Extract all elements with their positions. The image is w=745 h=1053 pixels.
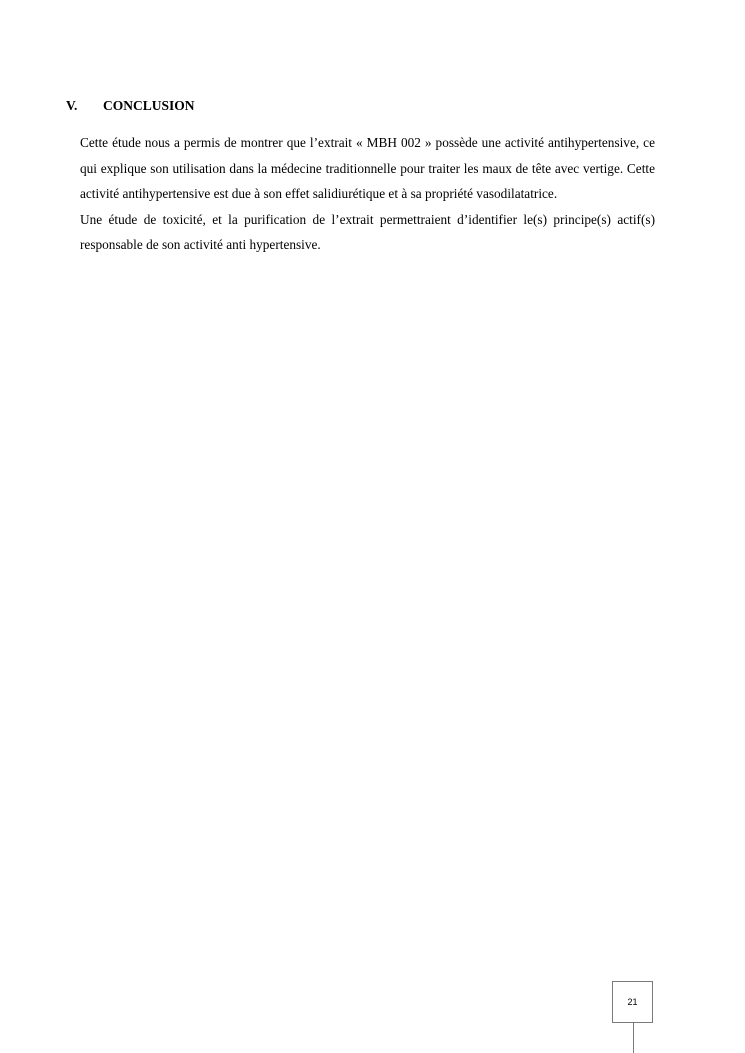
section-title: CONCLUSION bbox=[103, 98, 195, 113]
page-number-connector-line bbox=[633, 1023, 634, 1053]
page-number-box bbox=[612, 981, 653, 1023]
section-number: V. bbox=[66, 98, 78, 113]
conclusion-body bbox=[80, 130, 655, 258]
section-heading bbox=[66, 98, 195, 114]
conclusion-paragraph-1: Cette étude nous a permis de montrer que l’extrait « MBH 002 » possède une activité antihypertensive, ce qui explique son utilisation dans la médecine traditionnelle pour traiter les maux de tête avec vertige. Cette activité antihypertensive est due à son effet salidiurétique et à sa propriété vasodilatatrice. bbox=[80, 135, 655, 201]
conclusion-paragraph-2: Une étude de toxicité, et la purification de l’extrait permettraient d’identifier le(s) principe(s) actif(s) responsable de son activité anti hypertensive. bbox=[80, 211, 655, 252]
page-number: 21 bbox=[627, 997, 638, 1007]
